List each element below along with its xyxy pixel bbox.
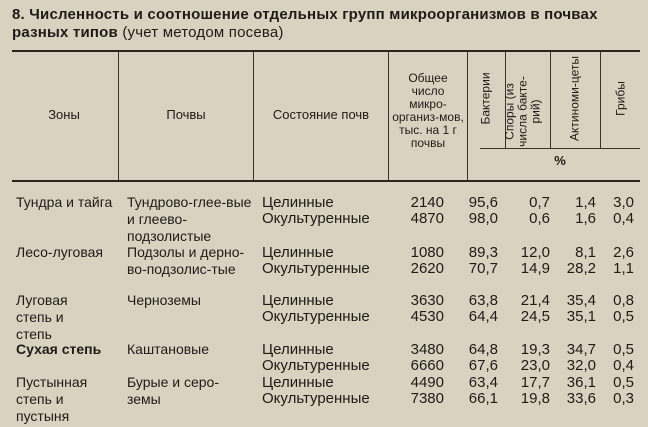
zone-name: Пустынная степь и пустыня bbox=[16, 374, 88, 424]
fungi-cell: 0,5 bbox=[613, 374, 634, 391]
header-divider bbox=[550, 52, 551, 148]
soil-name: Бурые и серо-земы bbox=[127, 374, 219, 407]
header-actino: Актиноми-цеты bbox=[567, 56, 582, 141]
header-zones: Зоны bbox=[48, 107, 80, 122]
header-state: Состояние почв bbox=[272, 107, 370, 122]
bacteria-cell: 67,6 bbox=[468, 357, 498, 374]
actino-cell: 35,1 bbox=[566, 308, 596, 325]
total-cell: 3630 bbox=[410, 292, 444, 309]
actino-cell: 28,2 bbox=[566, 260, 596, 277]
zone-name: Сухая степь bbox=[16, 341, 102, 357]
header-fungi: Грибы bbox=[613, 81, 628, 116]
state-cell: Окультуренные bbox=[262, 210, 370, 227]
soil-name: Тундрово-глее-вые и глеево-подзолистые bbox=[127, 194, 252, 244]
spores-cell: 17,7 bbox=[520, 374, 550, 391]
table-title bbox=[12, 6, 632, 42]
state-cell: Окультуренные bbox=[262, 260, 370, 277]
state-cell: Целинные bbox=[262, 341, 334, 358]
total-cell: 6660 bbox=[410, 357, 444, 374]
spores-cell: 19,8 bbox=[520, 390, 550, 407]
bacteria-cell: 95,6 bbox=[468, 194, 498, 211]
total-cell: 2140 bbox=[410, 194, 444, 211]
table-title-main: 8. Численность и соотношение отдельных групп микроорганизмов в почвах разных типов bbox=[12, 6, 598, 41]
actino-cell: 34,7 bbox=[566, 341, 596, 358]
actino-cell: 8,1 bbox=[575, 244, 596, 261]
fungi-cell: 0,8 bbox=[613, 292, 634, 309]
total-cell: 3480 bbox=[410, 341, 444, 358]
zone-name: Луговая степь и степь bbox=[16, 292, 68, 342]
total-cell: 4490 bbox=[410, 374, 444, 391]
spores-cell: 21,4 bbox=[520, 292, 550, 309]
header-soils: Почвы bbox=[166, 107, 206, 122]
spores-cell: 0,6 bbox=[529, 210, 550, 227]
state-cell: Целинные bbox=[262, 374, 334, 391]
total-cell: 7380 bbox=[410, 390, 444, 407]
header-divider bbox=[118, 52, 119, 180]
total-cell: 4530 bbox=[410, 308, 444, 325]
fungi-cell: 0,3 bbox=[613, 390, 634, 407]
bacteria-cell: 70,7 bbox=[468, 260, 498, 277]
state-cell: Окультуренные bbox=[262, 390, 370, 407]
soil-name: Подзолы и дерно-во-подзолис-тые bbox=[127, 244, 245, 277]
spores-cell: 24,5 bbox=[520, 308, 550, 325]
total-cell: 2620 bbox=[410, 260, 444, 277]
fungi-cell: 3,0 bbox=[613, 194, 634, 211]
actino-cell: 1,4 bbox=[575, 194, 596, 211]
total-cell: 1080 bbox=[410, 244, 444, 261]
actino-cell: 1,6 bbox=[575, 210, 596, 227]
state-cell: Целинные bbox=[262, 194, 334, 211]
actino-cell: 32,0 bbox=[566, 357, 596, 374]
header-top-rule bbox=[12, 50, 640, 52]
header-divider bbox=[467, 52, 468, 180]
header-divider bbox=[600, 52, 601, 148]
actino-cell: 36,1 bbox=[566, 374, 596, 391]
state-cell: Целинные bbox=[262, 292, 334, 309]
fungi-cell: 0,4 bbox=[613, 210, 634, 227]
bacteria-cell: 64,4 bbox=[468, 308, 498, 325]
soil-name: Черноземы bbox=[127, 292, 201, 308]
fungi-cell: 0,4 bbox=[613, 357, 634, 374]
soil-name: Каштановые bbox=[127, 341, 210, 357]
bacteria-cell: 64,8 bbox=[468, 341, 498, 358]
header-spores: Споры (из числа бакте-рий) bbox=[502, 76, 543, 147]
header-divider bbox=[253, 52, 254, 180]
fungi-cell: 2,6 bbox=[613, 244, 634, 261]
zone-name: Лесо-луговая bbox=[16, 244, 103, 260]
total-cell: 4870 bbox=[410, 210, 444, 227]
actino-cell: 35,4 bbox=[566, 292, 596, 309]
spores-cell: 0,7 bbox=[529, 194, 550, 211]
header-total: Общее число микро-организ-мов, тыс. на 1 г почвы bbox=[392, 71, 464, 150]
actino-cell: 33,6 bbox=[566, 390, 596, 407]
fungi-cell: 1,1 bbox=[613, 260, 634, 277]
spores-cell: 14,9 bbox=[520, 260, 550, 277]
header-percent: % bbox=[554, 153, 566, 168]
bacteria-cell: 98,0 bbox=[468, 210, 498, 227]
state-cell: Окультуренные bbox=[262, 308, 370, 325]
bacteria-cell: 66,1 bbox=[468, 390, 498, 407]
header-bacteria: Бактерии bbox=[478, 72, 493, 125]
table-title-sub: (учет методом посева) bbox=[122, 24, 284, 41]
bacteria-cell: 63,8 bbox=[468, 292, 498, 309]
state-cell: Окультуренные bbox=[262, 357, 370, 374]
fungi-cell: 0,5 bbox=[613, 308, 634, 325]
bacteria-cell: 63,4 bbox=[468, 374, 498, 391]
spores-cell: 19,3 bbox=[520, 341, 550, 358]
header-bottom-rule bbox=[12, 180, 640, 182]
bacteria-cell: 89,3 bbox=[468, 244, 498, 261]
zone-name: Тундра и тайга bbox=[16, 194, 113, 210]
spores-cell: 12,0 bbox=[520, 244, 550, 261]
spores-cell: 23,0 bbox=[520, 357, 550, 374]
state-cell: Целинные bbox=[262, 244, 334, 261]
header-divider bbox=[388, 52, 389, 180]
fungi-cell: 0,5 bbox=[613, 341, 634, 358]
